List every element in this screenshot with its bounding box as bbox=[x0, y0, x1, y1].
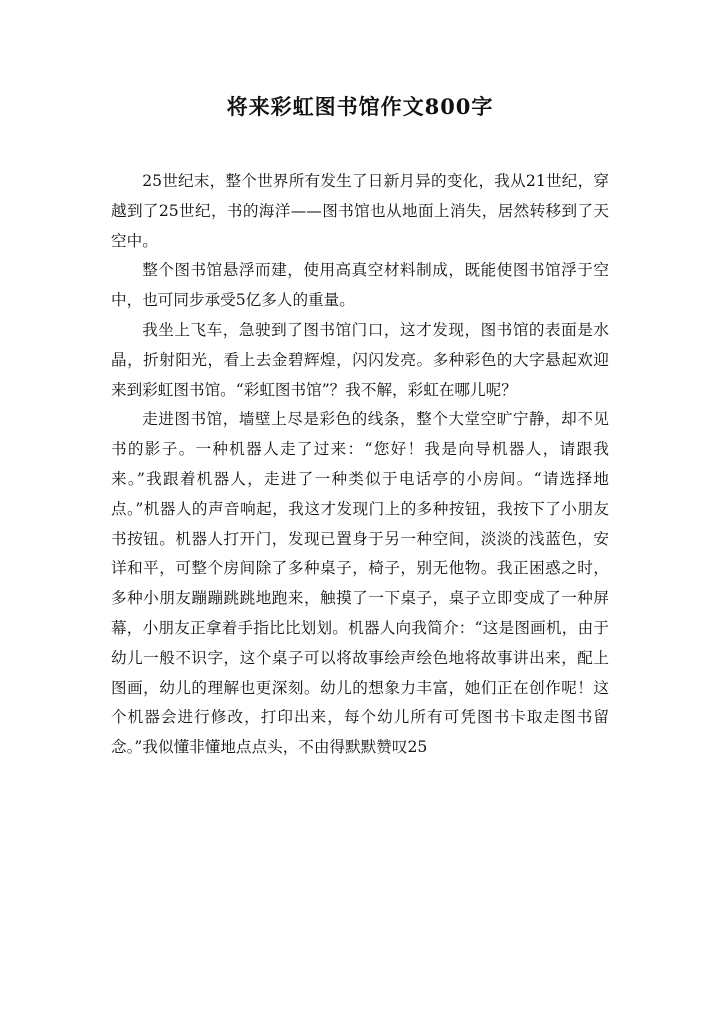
paragraph-2: 整个图书馆悬浮而建，使用高真空材料制成，既能使图书馆浮于空中，也可同步承受5亿多人的重量。 bbox=[111, 261, 609, 310]
document-title: 将来彩虹图书馆作文800字 bbox=[226, 94, 494, 119]
paragraph-1: 25世纪末，整个世界所有发生了日新月异的变化，我从21世纪，穿越到了25世纪，书的海洋——图书馆也从地面上消失，居然转移到了天空中。 bbox=[111, 172, 609, 250]
paragraph-3: 我坐上飞车，急驶到了图书馆门口，这才发现，图书馆的表面是水晶，折射阳光，看上去金碧辉煌，闪闪发亮。多种彩色的大字悬起欢迎来到彩虹图书馆。“彩虹图书馆”？我不解，彩虹在哪儿呢？ bbox=[111, 320, 609, 399]
paragraph-4: 走进图书馆，墙壁上尽是彩色的线条，整个大堂空旷宁静，却不见书的影子。一种机器人走了过来：“您好！我是向导机器人，请跟我来。”我跟着机器人，走进了一种类似于电话亭的小房间。“请选择地点。”机器人的声音响起，我这才发现门上的多种按钮，我按下了小朋友书按钮。机器人打开门，发现已置身于另一种空间，淡淡的浅蓝色，安详和平，可整个房间除了多种桌子，椅子，别无他物。我正困惑之时，多种小朋友蹦蹦跳跳地跑来，触摸了一下桌子，桌子立即变成了一种屏幕，小朋友正拿着手指比比划划。机器人向我简介：“这是图画机，由于幼儿一般不识字，这个桌子可以将故事绘声绘色地将故事讲出来，配上图画，幼儿的理解也更深刻。幼儿的想象力丰富，她们正在创作呢！这个机器会进行修改，打印出来，每个幼儿所有可凭图书卡取走图书留念。”我似懂非懂地点点头，不由得默默赞叹25 bbox=[111, 410, 609, 757]
document-body bbox=[111, 167, 609, 763]
